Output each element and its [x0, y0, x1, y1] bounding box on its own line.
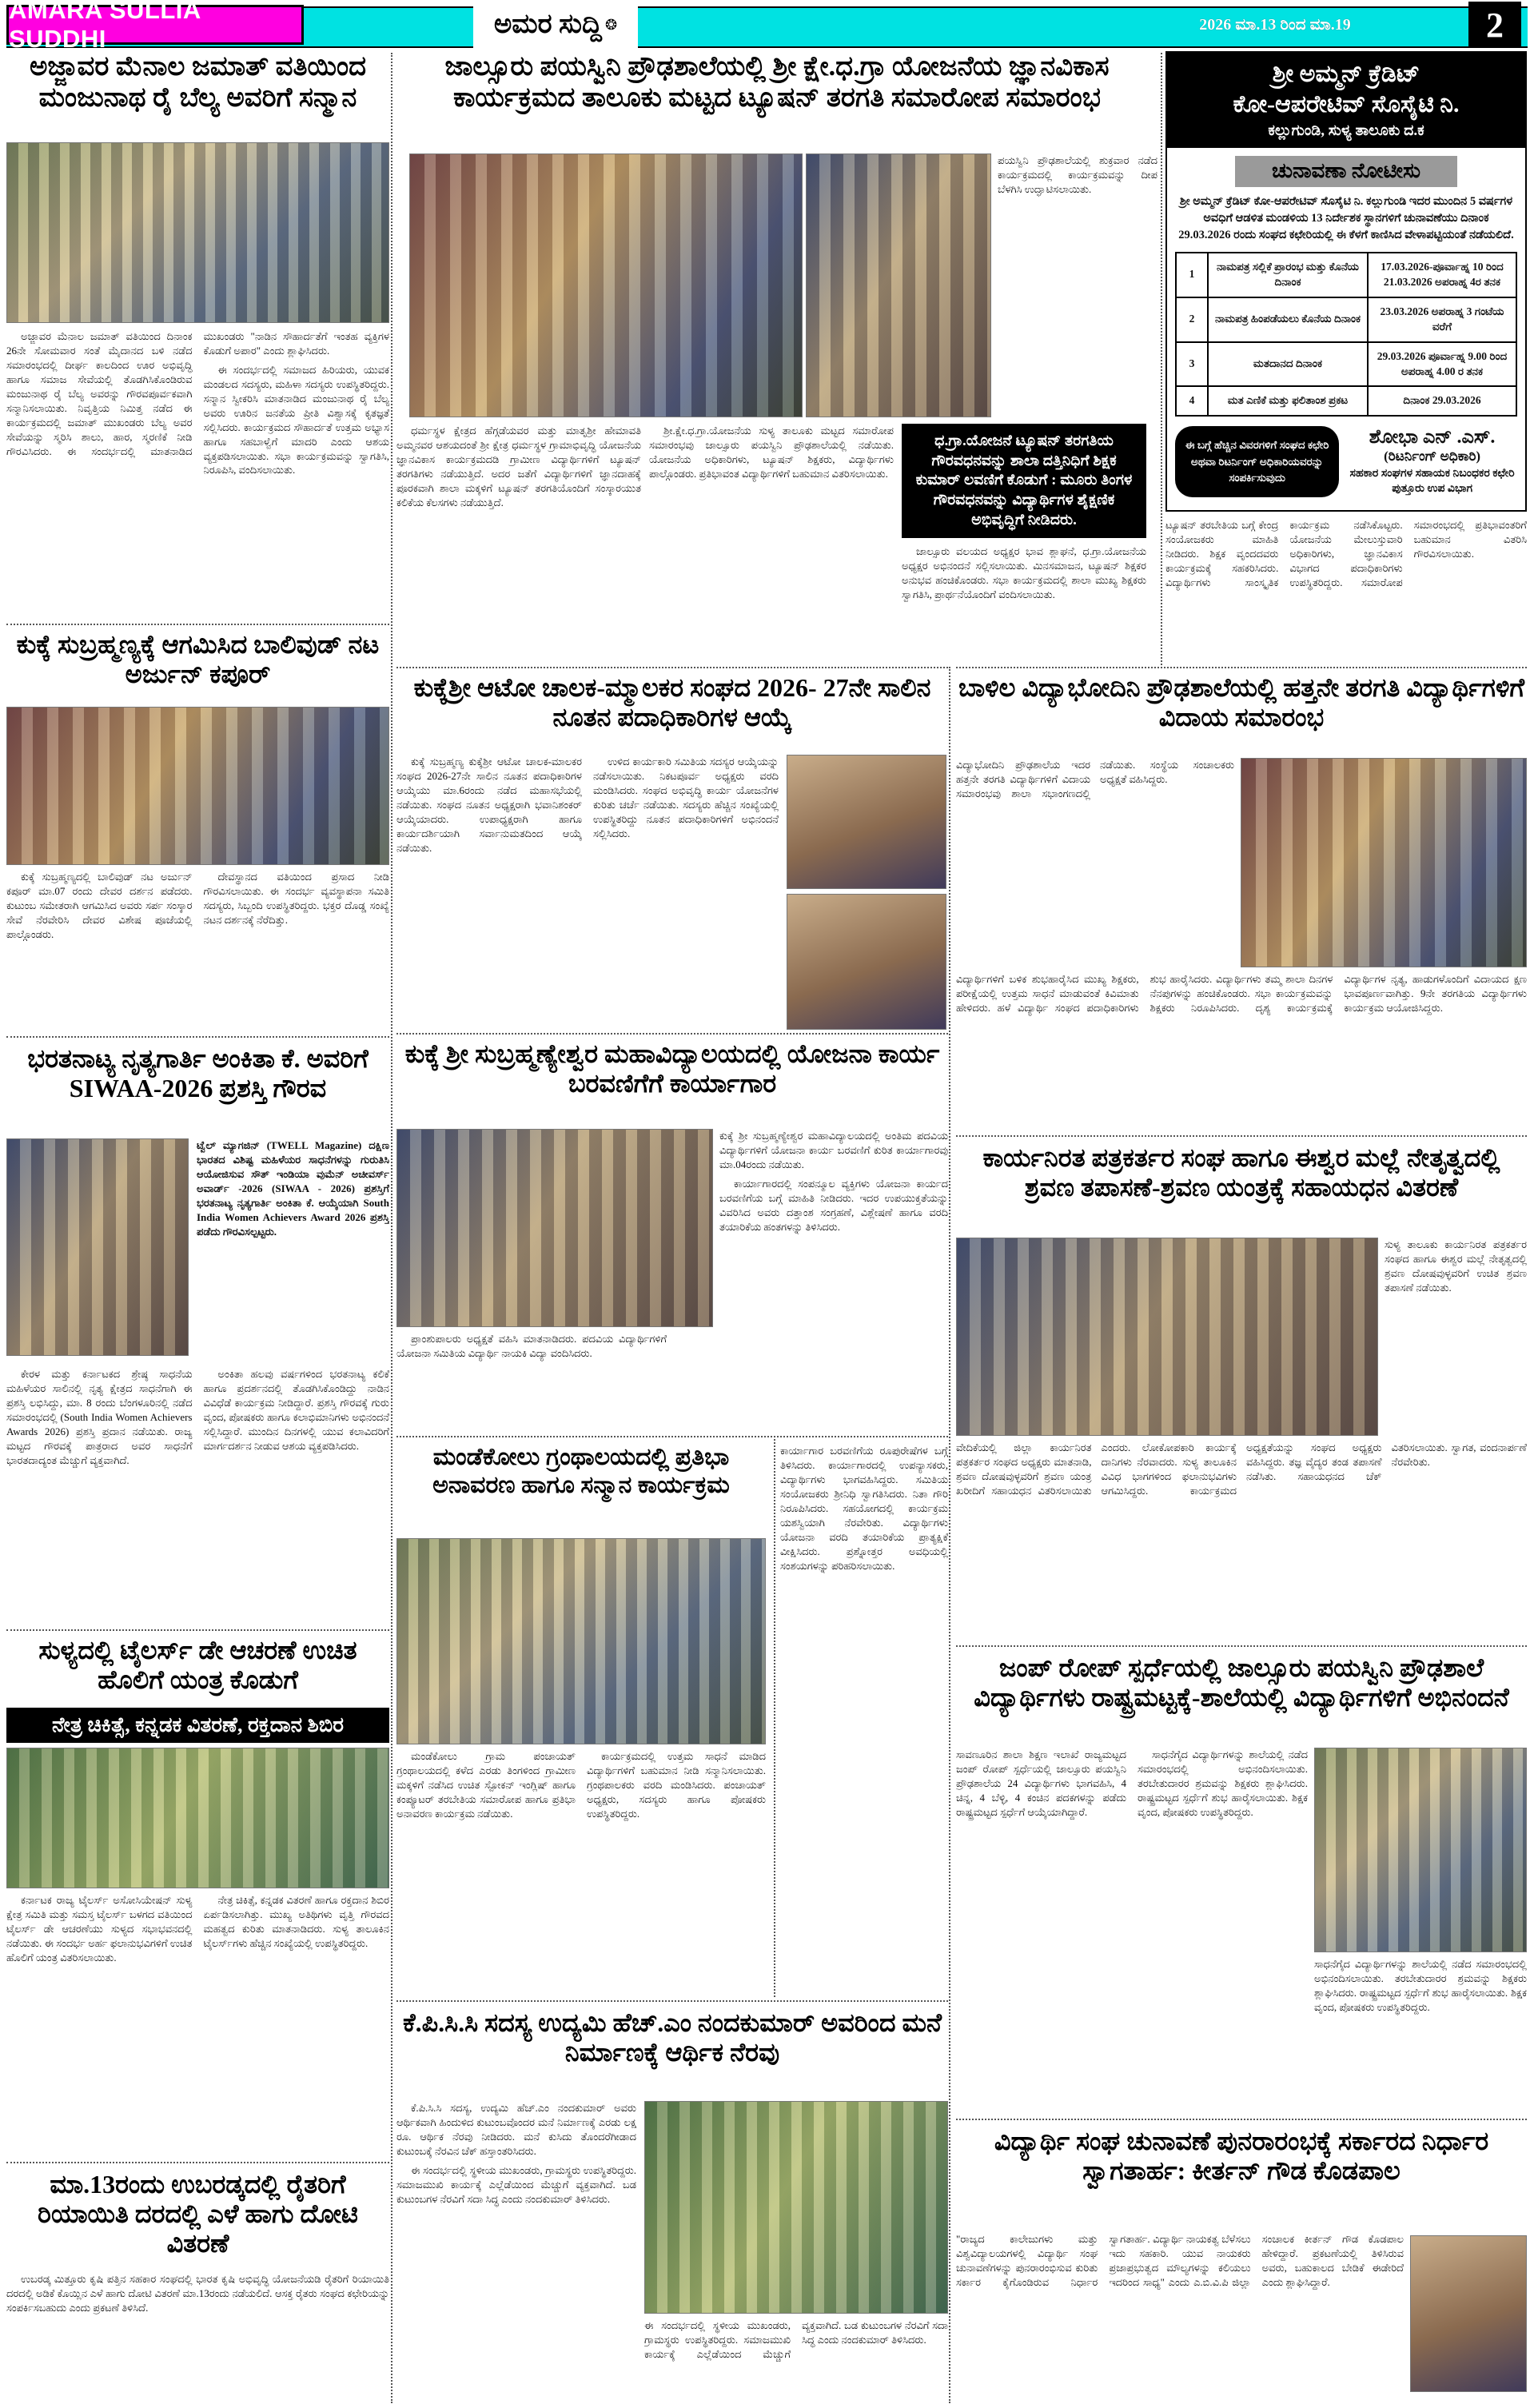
article-c5-p1: ಸಾಧನೆಗೈದ ವಿದ್ಯಾರ್ಥಿಗಳನ್ನು ಶಾಲೆಯಲ್ಲಿ ನಡೆದ ಸಮಾರಂಭದಲ್ಲಿ ಅಭಿನಂದಿಸಲಾಯಿತು. ತರಬೇತುದಾರರ ಶ್ರಮವನ್ನು ಶಿಕ್ಷಕರು ಶ್ಲಾಘಿಸಿದರು. ರಾಷ್ಟ್ರಮಟ್ಟದ ಸ್ಪರ್ಧೆಗೆ ಶುಭ ಹಾರೈಸಲಾಯಿತು. ಶಿಕ್ಷಕ ವೃಂದ, ಪೋಷಕರು ಉಪಸ್ಥಿತರಿದ್ದರು.: [1138, 1748, 1308, 1818]
notice-row-2-item: ನಾಮಪತ್ರ ಹಿಂಪಡೆಯಲು ಕೊನೆಯ ದಿನಾಂಕ: [1208, 297, 1368, 342]
notice-schedule-table: [1175, 252, 1517, 417]
article-c4-p1: ವೇದಿಕೆಯಲ್ಲಿ ಜಿಲ್ಲಾ ಕಾರ್ಯನಿರತ ಪತ್ರಕರ್ತರ ಸಂಘದ ಅಧ್ಯಕ್ಷರು ಮಾತನಾಡಿ, ಶ್ರವಣ ದೋಷವುಳ್ಳವರಿಗೆ ಶ್ರವಣ ಯಂತ್ರ ಖರೀದಿಗೆ ಸಹಾಯಧನ ವಿತರಿಸಲಾಯಿತು ಎಂದರು. ಲೋಕೋಪಕಾರಿ ಕಾರ್ಯಕ್ಕೆ ದಾನಿಗಳು ನೆರವಾದರು. ಸುಳ್ಯ ತಾಲೂಕಿನ ವಿವಿಧ ಭಾಗಗಳಿಂದ ಫಲಾನುಭವಿಗಳು ಆಗಮಿಸಿದ್ದರು. ಕಾರ್ಯಕ್ರಮದ ಅಧ್ಯಕ್ಷತೆಯನ್ನು ಸಂಘದ ಅಧ್ಯಕ್ಷರು ವಹಿಸಿದ್ದರು. ತಜ್ಞ ವೈದ್ಯರ ತಂಡ ತಪಾಸಣೆ ನಡೆಸಿತು. ಸಹಾಯಧನದ ಚೆಕ್ ವಿತರಿಸಲಾಯಿತು. ಸ್ವಾಗತ, ವಂದನಾರ್ಪಣೆ ನೆರವೇರಿತು.: [956, 1441, 1527, 1497]
paper-name-banner: [6, 0, 304, 53]
article-a2-p1: ಕುಕ್ಕೆ ಸುಬ್ರಹ್ಮಣ್ಯದಲ್ಲಿ ಬಾಲಿವುಡ್ ನಟ ಅರ್ಜುನ್ ಕಪೂರ್ ಮಾ.07 ರಂದು ದೇವರ ದರ್ಶನ ಪಡೆದರು. ಕುಟುಂಬ ಸಮೇತರಾಗಿ ಆಗಮಿಸಿದ ಅವರು ಸರ್ಪ ಸಂಸ್ಕಾರ ಸೇವೆ ನೆರವೇರಿಸಿ ದೇವರ ವಿಶೇಷ ಪೂಜೆಯಲ್ಲಿ ಪಾಲ್ಗೊಂಡರು.: [6, 871, 193, 940]
article-a3-p2: ಅಂಕಿತಾ ಹಲವು ವರ್ಷಗಳಿಂದ ಭರತನಾಟ್ಯ ಕಲಿಕೆ ಹಾಗೂ ಪ್ರದರ್ಶನದಲ್ಲಿ ತೊಡಗಿಸಿಕೊಂಡಿದ್ದು ನಾಡಿನ ವಿವಿಧೆಡೆ ಕಾರ್ಯಕ್ರಮ ನೀಡಿದ್ದಾರೆ. ಪ್ರಶಸ್ತಿ ಗೌರವಕ್ಕೆ ಗುರು ವೃಂದ, ಪೋಷಕರು ಹಾಗೂ ಕಲಾಭಿಮಾನಿಗಳು ಅಭಿನಂದನೆ ಸಲ್ಲಿಸಿದ್ದಾರೆ. ಮುಂದಿನ ದಿನಗಳಲ್ಲಿ ಯುವ ಕಲಾವಿದರಿಗೆ ಮಾರ್ಗದರ್ಶನ ನೀಡುವ ಆಶಯ ವ್ಯಕ್ತಪಡಿಸಿದರು.: [203, 1368, 389, 1452]
col-rule-b4-sub: [774, 1439, 775, 1997]
rule-a3: [6, 1036, 389, 1038]
article-b5-photo: [644, 2101, 948, 2314]
article-b1-col2: [649, 424, 894, 664]
article-b2-body: [396, 755, 779, 1030]
article-a4-headline: ಸುಳ್ಯದಲ್ಲಿ ಟೈಲರ್ಸ್ ಡೇ ಆಚರಣೆ ಉಚಿತ ಹೊಲಿಗೆ ಯಂತ್ರ ಕೊಡುಗೆ: [38, 1636, 357, 1695]
article-a3-body: [6, 1367, 389, 1628]
article-b1-col1: [396, 424, 641, 664]
article-b1-body: [396, 424, 1157, 664]
article-b1-photo-right: [806, 153, 991, 417]
article-b3-bottom: [396, 1332, 948, 1433]
notice-org-line2: ಕೋ-ಆಪರೇಟಿವ್ ಸೊಸೈಟಿ ನಿ.: [1233, 90, 1460, 118]
article-b1-p2: ಶ್ರೀ.ಕ್ಷೇ.ಧ.ಗ್ರಾ.ಯೋಜನೆಯ ಸುಳ್ಯ ತಾಲೂಕು ಮಟ್ಟದ ಸಮಾರೋಪ ಸಮಾರಂಭವು ಜಾಲ್ಸೂರು ಪಯಸ್ವಿನಿ ಪ್ರೌಢಶಾಲೆಯಲ್ಲಿ ನಡೆಯಿತು. ಯೋಜನೆಯ ಅಧಿಕಾರಿಗಳು, ಟ್ಯೂಷನ್ ಶಿಕ್ಷಕರು, ವಿದ್ಯಾರ್ಥಿಗಳು ಪಾಲ್ಗೊಂಡರು. ಪ್ರತಿಭಾವಂತ ವಿದ್ಯಾರ್ಥಿಗಳಿಗೆ ಬಹುಮಾನ ವಿತರಿಸಲಾಯಿತು.: [649, 425, 894, 480]
rule-a4: [6, 1629, 389, 1631]
rule-b4: [396, 1436, 948, 1437]
article-b3-cont-text: ಕಾರ್ಯಾಗಾರ ಬರವಣಿಗೆಯ ರೂಪುರೇಷೆಗಳ ಬಗ್ಗೆ ತಿಳಿಸಿದರು. ಕಾರ್ಯಾಗಾರದಲ್ಲಿ ಉಪನ್ಯಾಸಕರು, ವಿದ್ಯಾರ್ಥಿಗಳು ಭಾಗವಹಿಸಿದ್ದರು. ಸಮಿತಿಯ ಸಂಯೋಜಕರು ಶ್ರೀನಿಧಿ ಸ್ವಾಗತಿಸಿದರು. ನಿತಾ ಗೌರಿ ನಿರೂಪಿಸಿದರು. ಸಹಯೋಗದಲ್ಲಿ ಕಾರ್ಯಕ್ರಮ ಯಶಸ್ವಿಯಾಗಿ ನೆರವೇರಿತು. ವಿದ್ಯಾರ್ಥಿಗಳು ಯೋಜನಾ ವರದಿ ತಯಾರಿಕೆಯ ಪ್ರಾತ್ಯಕ್ಷಿಕೆ ವೀಕ್ಷಿಸಿದರು. ಪ್ರಶ್ನೋತ್ತರ ಅವಧಿಯಲ್ಲಿ ಸಂಶಯಗಳನ್ನು ಪರಿಹರಿಸಲಾಯಿತು.: [780, 1445, 948, 1572]
article-b3-p1: ಕಾರ್ಯಾಗಾರದಲ್ಲಿ ಸಂಪನ್ಮೂಲ ವ್ಯಕ್ತಿಗಳು ಯೋಜನಾ ಕಾರ್ಯದ ಬರವಣಿಗೆಯ ಬಗ್ಗೆ ಮಾಹಿತಿ ನೀಡಿದರು. ಇದರ ಉಪಯುಕ್ತತೆಯನ್ನು ವಿವರಿಸಿದ ಅವರು ದತ್ತಾಂಶ ಸಂಗ್ರಹಣೆ, ವಿಶ್ಲೇಷಣೆ ಹಾಗೂ ವರದಿ ತಯಾರಿಕೆಯ ಹಂತಗಳನ್ನು ತಿಳಿಸಿದರು.: [719, 1177, 948, 1233]
article-c3-headline: ಬಾಳಿಲ ವಿದ್ಯಾಭೋದಿನಿ ಪ್ರೌಢಶಾಲೆಯಲ್ಲಿ ಹತ್ತನೇ ತರಗತಿ ವಿದ್ಯಾರ್ಥಿಗಳಿಗೆ ವಿದಾಯ ಸಮಾರಂಭ: [958, 673, 1524, 732]
notice-row-1-value: 17.03.2026-ಪೂರ್ವಾಹ್ನ 10 ರಿಂದ 21.03.2026 ಅಪರಾಹ್ನ 4ರ ತನಕ: [1368, 253, 1516, 297]
rule-c5: [956, 1645, 1527, 1647]
article-b3-photo: [396, 1129, 713, 1327]
notice-row-4: [1176, 386, 1516, 416]
paper-name: AMARA SULLIA SUDDHI: [9, 0, 201, 53]
notice-row-1: [1176, 253, 1516, 297]
article-c4-photo: [956, 1238, 1378, 1436]
article-b2-p1: ಕುಕ್ಕೆ ಸುಬ್ರಹ್ಮಣ್ಯ ಕುಕ್ಕೆಶ್ರೀ ಆಟೋ ಚಾಲಕ-ಮಾಲಕರ ಸಂಘದ 2026-27ನೇ ಸಾಲಿನ ನೂತನ ಪದಾಧಿಕಾರಿಗಳ ಆಯ್ಕೆಯು ಮಾ.6ರಂದು ನಡೆದ ಮಹಾಸಭೆಯಲ್ಲಿ ನಡೆಯಿತು. ಸಂಘದ ನೂತನ ಅಧ್ಯಕ್ಷರಾಗಿ ಭವಾನಿಶಂಕರ್ ಆಯ್ಕೆಯಾದರು. ಉಪಾಧ್ಯಕ್ಷರಾಗಿ ಹಾಗೂ ಕಾರ್ಯದರ್ಶಿಯಾಗಿ ಸರ್ವಾನುಮತದಿಂದ ಆಯ್ಕೆ ನಡೆಯಿತು.: [396, 755, 582, 854]
notice-signatory: [1347, 427, 1517, 497]
article-b1-cont-text: ಟ್ಯೂಷನ್ ತರಬೇತಿಯ ಬಗ್ಗೆ ಕೇಂದ್ರ ಸಂಯೋಜಕರು ಮಾಹಿತಿ ನೀಡಿದರು. ಶಿಕ್ಷಕ ವೃಂದದವರು ಕಾರ್ಯಕ್ರಮಕ್ಕೆ ಸಹಕರಿಸಿದರು. ವಿದ್ಯಾರ್ಥಿಗಳು ಸಾಂಸ್ಕೃತಿಕ ಕಾರ್ಯಕ್ರಮ ನಡೆಸಿಕೊಟ್ಟರು. ಯೋಜನೆಯ ಮೇಲುಸ್ತುವಾರಿ ಅಧಿಕಾರಿಗಳು, ಜ್ಞಾನವಿಕಾಸ ವಿಭಾಗದ ಪದಾಧಿಕಾರಿಗಳು ಉಪಸ್ಥಿತರಿದ್ದರು. ಸಮಾರೋಪ ಸಮಾರಂಭದಲ್ಲಿ ಪ್ರತಿಭಾವಂತರಿಗೆ ಬಹುಮಾನ ವಿತರಿಸಿ ಗೌರವಿಸಲಾಯಿತು.: [1165, 519, 1527, 588]
notice-org-line3: ಕಲ್ಲುಗುಂಡಿ, ಸುಳ್ಯ ತಾಲೂಕು ದ.ಕ: [1268, 122, 1424, 139]
article-a2-p2: ದೇವಸ್ಥಾನದ ವತಿಯಿಂದ ಪ್ರಸಾದ ನೀಡಿ ಗೌರವಿಸಲಾಯಿತು. ಈ ಸಂದರ್ಭ ವ್ಯವಸ್ಥಾಪನಾ ಸಮಿತಿ ಸದಸ್ಯರು, ಸಿಬ್ಬಂದಿ ಉಪಸ್ಥಿತರಿದ್ದರು. ಭಕ್ತರ ದೊಡ್ಡ ಸಂಖ್ಯೆ ನಟನ ದರ್ಶನಕ್ಕೆ ನೆರೆದಿತ್ತು.: [203, 871, 389, 926]
article-c3-left: [956, 758, 1234, 967]
masthead-emblem-icon: ❂: [605, 16, 618, 33]
article-b4-body: [396, 1749, 766, 1997]
notice-row-2-value: 23.03.2026 ಅಪರಾಹ್ನ 3 ಗಂಟೆಯ ವರೆಗೆ: [1368, 297, 1516, 342]
article-b5-below-photo: [644, 2318, 948, 2400]
notice-row-3-item: ಮತದಾನದ ದಿನಾಂಕ: [1208, 342, 1368, 387]
article-b2-portrait-1: [787, 755, 946, 889]
election-notice-ad: [1165, 51, 1527, 512]
notice-sign-role: (ರಿಟರ್ನಿಂಗ್ ಅಧಿಕಾರಿ): [1384, 448, 1481, 464]
rule-c3: [956, 667, 1527, 668]
article-a2-body: [6, 870, 389, 1033]
article-a1-p2: ಈ ಸಂದರ್ಭದಲ್ಲಿ ಸಮಾಜದ ಹಿರಿಯರು, ಯುವಕ ಮಂಡಲದ ಸದಸ್ಯರು, ಮಹಿಳಾ ಸದಸ್ಯರು ಉಪಸ್ಥಿತರಿದ್ದರು. ಸನ್ಮಾನ ಸ್ವೀಕರಿಸಿ ಮಾತನಾಡಿದ ಮಂಜುನಾಥ ರೈ ಬೆಲ್ಯ ಅವರು ಊರಿನ ಜನತೆಯ ಪ್ರೀತಿ ವಿಶ್ವಾಸಕ್ಕೆ ಕೃತಜ್ಞತೆ ಸಲ್ಲಿಸಿದರು. ಕಾರ್ಯಕ್ರಮದ ಸೌಹಾರ್ದತೆ ಉತ್ತಮ ಅಭ್ಯಾಸ ಹಾಗೂ ಸಹಬಾಳ್ವೆಗೆ ಮಾದರಿ ಎಂದು ಆಶಯ ವ್ಯಕ್ತಪಡಿಸಲಾಯಿತು. ಸಭಾ ಕಾರ್ಯಕ್ರಮವನ್ನು ಸ್ವಾಗತಿಸಿ, ನಿರೂಪಿಸಿ, ವಂದಿಸಲಾಯಿತು.: [203, 363, 389, 476]
article-a1-body: [6, 329, 389, 620]
article-c4-headline: ಕಾರ್ಯನಿರತ ಪತ್ರಕರ್ತರ ಸಂಘ ಹಾಗೂ ಈಶ್ವರ ಮಲ್ಲೆ ನೇತೃತ್ವದಲ್ಲಿ ಶ್ರವಣ ತಪಾಸಣೆ-ಶ್ರವಣ ಯಂತ್ರಕ್ಕೆ ಸಹಾಯಧನ ವಿತರಣೆ: [982, 1143, 1500, 1202]
article-a5-headline: ಮಾ.13ರಂದು ಉಬರಡ್ಕದಲ್ಲಿ ರೈತರಿಗೆ ರಿಯಾಯಿತಿ ದರದಲ್ಲಿ ಎಳೆ ಹಾಗು ದೋಟಿ ವಿತರಣೆ: [38, 2170, 358, 2258]
article-c6-headline: ವಿದ್ಯಾರ್ಥಿ ಸಂಘ ಚುನಾವಣೆ ಪುನರಾರಂಭಕ್ಕೆ ಸರ್ಕಾರದ ನಿರ್ಧಾರ ಸ್ವಾಗತಾರ್ಹ: ಕೀರ್ತನ್ ಗೌಡ ಕೊಡಪಾಲ: [994, 2127, 1489, 2186]
article-c5-headline: ಜಂಪ್ ರೋಪ್ ಸ್ಪರ್ಧೆಯಲ್ಲಿ ಜಾಲ್ಸೂರು ಪಯಸ್ವಿನಿ ಪ್ರೌಢಶಾಲೆ ವಿದ್ಯಾರ್ಥಿಗಳು ರಾಷ್ಟ್ರಮಟ್ಟಕ್ಕೆ-ಶಾಲೆಯಲ್ಲಿ ವಿದ್ಯಾರ್ಥಿಗಳಿಗೆ ಅಭಿನಂದನೆ: [974, 1653, 1509, 1712]
article-a3-photo: [6, 1138, 189, 1356]
article-b2-p2: ಉಳಿದ ಕಾರ್ಯಕಾರಿ ಸಮಿತಿಯ ಸದಸ್ಯರ ಆಯ್ಕೆಯನ್ನು ನಡೆಸಲಾಯಿತು. ನಿಕಟಪೂರ್ವ ಅಧ್ಯಕ್ಷರು ವರದಿ ಮಂಡಿಸಿದರು. ಸಂಘದ ಅಭಿವೃದ್ಧಿ ಕಾರ್ಯ ಯೋಜನೆಗಳ ಕುರಿತು ಚರ್ಚೆ ನಡೆಯಿತು. ಸದಸ್ಯರು ಹೆಚ್ಚಿನ ಸಂಖ್ಯೆಯಲ್ಲಿ ಉಪಸ್ಥಿತರಿದ್ದು ನೂತನ ಪದಾಧಿಕಾರಿಗಳಿಗೆ ಅಭಿನಂದನೆ ಸಲ್ಲಿಸಿದರು.: [593, 755, 779, 839]
article-c3-body: [956, 972, 1527, 1132]
article-c3-p1: ವಿದ್ಯಾರ್ಥಿಗಳಿಗೆ ಬಳಿಕ ಶುಭಹಾರೈಸಿದ ಮುಖ್ಯ ಶಿಕ್ಷಕರು, ಪರೀಕ್ಷೆಯಲ್ಲಿ ಉತ್ತಮ ಸಾಧನೆ ಮಾಡುವಂತೆ ಕಿವಿಮಾತು ಹೇಳಿದರು. ಹಳೆ ವಿದ್ಯಾರ್ಥಿ ಸಂಘದ ಪದಾಧಿಕಾರಿಗಳು ಶುಭ ಹಾರೈಸಿದರು. ವಿದ್ಯಾರ್ಥಿಗಳು ತಮ್ಮ ಶಾಲಾ ದಿನಗಳ ನೆನಪುಗಳನ್ನು ಹಂಚಿಕೊಂಡರು. ಸಭಾ ಕಾರ್ಯಕ್ರಮವನ್ನು ಶಿಕ್ಷಕರು ನಿರೂಪಿಸಿದರು. ದೃಶ್ಯ ಕಾರ್ಯಕ್ರಮಕ್ಕೆ ವಿದ್ಯಾರ್ಥಿಗಳ ನೃತ್ಯ, ಹಾಡುಗಳೊಂದಿಗೆ ವಿದಾಯದ ಕ್ಷಣ ಭಾವಪೂರ್ಣವಾಗಿತ್ತು. 9ನೇ ತರಗತಿಯ ವಿದ್ಯಾರ್ಥಿಗಳು ಕಾರ್ಯಕ್ರಮ ಆಯೋಜಿಸಿದ್ದರು.: [956, 973, 1527, 1014]
article-b3-headline: ಕುಕ್ಕೆ ಶ್ರೀ ಸುಬ್ರಹ್ಮಣ್ಯೇಶ್ವರ ಮಹಾವಿದ್ಯಾಲಯದಲ್ಲಿ ಯೋಜನಾ ಕಾರ್ಯ ಬರವಣಿಗೆಗೆ ಕಾರ್ಯಾಗಾರ: [404, 1039, 940, 1098]
notice-row-4-value: ದಿನಾಂಕ 29.03.2026: [1368, 386, 1516, 416]
col-rule-a-b: [391, 53, 392, 2403]
page-number: 2: [1486, 5, 1504, 45]
article-a5-body: [6, 2272, 389, 2403]
article-b2-row: [396, 755, 948, 1030]
col-rule-b1-notice: [1161, 53, 1162, 665]
rule-c4: [956, 1135, 1527, 1137]
article-c5-below-text: ಸಾಧನೆಗೈದ ವಿದ್ಯಾರ್ಥಿಗಳನ್ನು ಶಾಲೆಯಲ್ಲಿ ನಡೆದ ಸಮಾರಂಭದಲ್ಲಿ ಅಭಿನಂದಿಸಲಾಯಿತು. ತರಬೇತುದಾರರ ಶ್ರಮವನ್ನು ಶಿಕ್ಷಕರು ಶ್ಲಾಘಿಸಿದರು. ರಾಷ್ಟ್ರಮಟ್ಟದ ಸ್ಪರ್ಧೆಗೆ ಶುಭ ಹಾರೈಸಲಾಯಿತು. ಶಿಕ್ಷಕ ವೃಂದ, ಪೋಷಕರು ಉಪಸ್ಥಿತರಿದ್ದರು.: [1314, 1958, 1527, 2013]
notice-title: ಚುನಾವಣಾ ನೋಟೀಸು: [1235, 156, 1457, 187]
masthead-patch: [473, 0, 638, 50]
article-c5-below-photo: [1314, 1957, 1527, 2115]
article-a4-p1: ಕರ್ನಾಟಕ ರಾಜ್ಯ ಟೈಲರ್ಸ್ ಅಸೋಸಿಯೇಷನ್ ಸುಳ್ಯ ಕ್ಷೇತ್ರ ಸಮಿತಿ ಮತ್ತು ಸಮಸ್ತ ಟೈಲರ್ಸ್ ಬಳಗದ ವತಿಯಿಂದ ಟೈಲರ್ಸ್ ಡೇ ಆಚರಣೆಯು ಸುಳ್ಯದ ಸಭಾಭವನದಲ್ಲಿ ನಡೆಯಿತು. ಈ ಸಂದರ್ಭ ಅರ್ಹ ಫಲಾನುಭವಿಗಳಿಗೆ ಉಚಿತ ಹೊಲಿಗೆ ಯಂತ್ರ ವಿತರಿಸಲಾಯಿತು.: [6, 1894, 193, 1963]
article-b1-side-text: ಪಯಸ್ವಿನಿ ಪ್ರೌಢಶಾಲೆಯಲ್ಲಿ ಶುಕ್ರವಾರ ನಡೆದ ಕಾರ್ಯಕ್ರಮದಲ್ಲಿ ಕಾರ್ಯಕ್ರಮವನ್ನು ದೀಪ ಬೆಳಗಿಸಿ ಉದ್ಘಾಟಿಸಲಾಯಿತು.: [998, 154, 1157, 195]
article-a3-lead: ಟ್ವೆಲ್ ಮ್ಯಾಗಜಿನ್ (TWELL Magazine) ದಕ್ಷಿಣ ಭಾರತದ ವಿಶಿಷ್ಟ ಮಹಿಳೆಯರ ಸಾಧನೆಗಳನ್ನು ಗುರುತಿಸಿ ಆಯೋಜಿಸುವ ಸೌತ್ ಇಂಡಿಯಾ ವುಮೆನ್ ಅಚೀವರ್ಸ್ ಅವಾರ್ಡ್ -2026 (SIWAA - 2026) ಪ್ರಶಸ್ತಿಗೆ ಭರತನಾಟ್ಯ ನೃತ್ಯಗಾರ್ತಿ ಅಂಕಿತಾ ಕೆ. ಆಯ್ಕೆಯಾಗಿ South India Women Achievers Award 2026 ಪ್ರಶಸ್ತಿ ಪಡೆದು ಗೌರವಿಸಲ್ಪಟ್ಟರು.: [197, 1139, 389, 1238]
notice-row-2-no: 2: [1176, 297, 1208, 342]
rule-b5: [396, 2000, 948, 2002]
notice-row-4-no: 4: [1176, 386, 1208, 416]
article-c6-portrait: [1410, 2235, 1527, 2392]
notice-row-1-no: 1: [1176, 253, 1208, 297]
masthead-title: ಅಮರ ಸುದ್ದಿ: [493, 10, 603, 39]
article-a4-subhead: ನೇತ್ರ ಚಿಕಿತ್ಸೆ, ಕನ್ನಡಕ ವಿತರಣೆ, ರಕ್ತದಾನ ಶಿಬಿರ: [51, 1712, 345, 1736]
article-a4-body: [6, 1893, 389, 2159]
notice-sign-office: ಸಹಕಾರ ಸಂಘಗಳ ಸಹಾಯಕ ನಿಬಂಧಕರ ಕಛೇರಿ ಪುತ್ತೂರು ಉಪ ವಿಭಾಗ: [1349, 467, 1515, 496]
article-b5-row: [396, 2101, 948, 2403]
notice-row-1-item: ನಾಮಪತ್ರ ಸಲ್ಲಿಕೆ ಪ್ರಾರಂಭ ಮತ್ತು ಕೊನೆಯ ದಿನಾಂಕ: [1208, 253, 1368, 297]
article-b3-side-text: ಕುಕ್ಕೆ ಶ್ರೀ ಸುಬ್ರಹ್ಮಣ್ಯೇಶ್ವರ ಮಹಾವಿದ್ಯಾಲಯದಲ್ಲಿ ಅಂತಿಮ ಪದವಿಯ ವಿದ್ಯಾರ್ಥಿಗಳಿಗೆ ಯೋಜನಾ ಕಾರ್ಯ ಬರವಣಿಗೆ ಕುರಿತ ಕಾರ್ಯಾಗಾರವು ಮಾ.04ರಂದು ನಡೆಯಿತು.: [719, 1130, 948, 1170]
article-b5-below-text: ಈ ಸಂದರ್ಭದಲ್ಲಿ ಸ್ಥಳೀಯ ಮುಖಂಡರು, ಗ್ರಾಮಸ್ಥರು ಉಪಸ್ಥಿತರಿದ್ದರು. ಸಮಾಜಮುಖಿ ಕಾರ್ಯಕ್ಕೆ ಎಲ್ಲೆಡೆಯಿಂದ ಮೆಚ್ಚುಗೆ ವ್ಯಕ್ತವಾಗಿದೆ. ಬಡ ಕುಟುಂಬಗಳ ನೆರವಿಗೆ ಸದಾ ಸಿದ್ಧ ಎಂದು ನಂದಕುಮಾರ್ ತಿಳಿಸಿದರು.: [644, 2319, 948, 2360]
article-c4-side-text: ಸುಳ್ಯ ತಾಲೂಕು ಕಾರ್ಯನಿರತ ಪತ್ರಕರ್ತರ ಸಂಘದ ಹಾಗೂ ಈಶ್ವರ ಮಲ್ಲೆ ನೇತೃತ್ವದಲ್ಲಿ ಶ್ರವಣ ದೋಷವುಳ್ಳವರಿಗೆ ಉಚಿತ ಶ್ರವಣ ತಪಾಸಣೆ ನಡೆಯಿತು.: [1385, 1238, 1527, 1294]
article-c4-body: [956, 1441, 1527, 1642]
article-a1-p1: ಅಜ್ಜಾವರ ಮೆನಾಲ ಜಮಾತ್ ವತಿಯಿಂದ ದಿನಾಂಕ 26ನೇ ಸೋಮವಾರ ಸಂತೆ ಮೈದಾನದ ಬಳಿ ನಡೆದ ಸಮಾರಂಭದಲ್ಲಿ ದೀರ್ಘ ಕಾಲದಿಂದ ಊರ ಅಭಿವೃದ್ಧಿ ಹಾಗೂ ಸಮಾಜ ಸೇವೆಯಲ್ಲಿ ತೊಡಗಿಸಿಕೊಂಡಿರುವ ಮಂಜುನಾಥ ರೈ ಬೆಲ್ಯ ಅವರನ್ನು ಗೌರವಪೂರ್ವಕವಾಗಿ ಸನ್ಮಾನಿಸಲಾಯಿತು. ನಿವೃತ್ತಿಯ ನಿಮಿತ್ತ ನಡೆದ ಈ ಕಾರ್ಯಕ್ರಮದಲ್ಲಿ ಜಮಾತ್ ಮುಖಂಡರು ಬೆಲ್ಯ ಅವರ ಸೇವೆಯನ್ನು ಸ್ಮರಿಸಿ ಶಾಲು, ಹಾರ, ಸ್ಮರಣಿಕೆ ನೀಡಿ ಗೌರವಿಸಿದರು. ಈ ಸಂದರ್ಭದಲ್ಲಿ ಮಾತನಾಡಿದ ಮುಖಂಡರು "ನಾಡಿನ ಸೌಹಾರ್ದತೆಗೆ ಇಂತಹ ವ್ಯಕ್ತಿಗಳ ಕೊಡುಗೆ ಅಪಾರ" ಎಂದು ಶ್ಲಾಘಿಸಿದರು.: [6, 330, 389, 457]
article-b4-photo: [396, 1538, 766, 1744]
rule-b2: [396, 667, 948, 668]
article-b5-right: [644, 2101, 948, 2403]
col-rule-b-c: [949, 667, 950, 2403]
article-a2-headline: ಕುಕ್ಕೆ ಸುಬ್ರಹ್ಮಣ್ಯಕ್ಕೆ ಆಗಮಿಸಿದ ಬಾಲಿವುಡ್ ನಟ ಅರ್ಜುನ್ ಕಪೂರ್: [16, 630, 380, 689]
article-b3-side: [719, 1129, 948, 1327]
article-b1-continuation: [1165, 518, 1527, 662]
article-c3-left-text: ವಿದ್ಯಾಭೋದಿನಿ ಪ್ರೌಢಶಾಲೆಯ ಇದರ ಹತ್ತನೇ ತರಗತಿ ವಿದ್ಯಾರ್ಥಿಗಳಿಗೆ ವಿದಾಯ ಸಮಾರಂಭವು ಶಾಲಾ ಸಭಾಂಗಣದಲ್ಲಿ ನಡೆಯಿತು. ಸಂಸ್ಥೆಯ ಸಂಚಾಲಕರು ಅಧ್ಯಕ್ಷತೆ ವಹಿಸಿದ್ದರು.: [956, 759, 1234, 799]
page-header: [0, 0, 1534, 53]
notice-row-3-no: 3: [1176, 342, 1208, 387]
article-b4-headline: ಮಂಡೆಕೋಲು ಗ್ರಂಥಾಲಯದಲ್ಲಿ ಪ್ರತಿಭಾ ಅನಾವರಣ ಹಾಗೂ ಸನ್ಮಾನ ಕಾರ್ಯಕ್ರಮ: [432, 1444, 730, 1498]
article-b3-p2: ಪ್ರಾಂಶುಪಾಲರು ಅಧ್ಯಕ್ಷತೆ ವಹಿಸಿ ಮಾತನಾಡಿದರು. ಪದವಿಯ ವಿದ್ಯಾರ್ಥಿಗಳಿಗೆ ಯೋಜನಾ ಸಮಿತಿಯ ವಿದ್ಯಾರ್ಥಿ ನಾಯಕಿ ವಿದ್ಯಾ ವಂದಿಸಿದರು.: [396, 1333, 667, 1359]
article-b1-p1: ಧರ್ಮಸ್ಥಳ ಕ್ಷೇತ್ರದ ಹೆಗ್ಗಡೆಯವರ ಮತ್ತು ಮಾತೃಶ್ರೀ ಹೇಮಾವತಿ ಅಮ್ಮನವರ ಆಶಯದಂತೆ ಶ್ರೀ ಕ್ಷೇತ್ರ ಧರ್ಮಸ್ಥಳ ಗ್ರಾಮಾಭಿವೃದ್ಧಿ ಯೋಜನೆಯ ಜ್ಞಾನವಿಕಾಸ ಕಾರ್ಯಕ್ರಮದಡಿ ಗ್ರಾಮೀಣ ವಿದ್ಯಾರ್ಥಿಗಳಿಗೆ ಟ್ಯೂಷನ್ ತರಗತಿಗಳು ನಡೆಯುತ್ತಿದೆ. ಅದರ ಜತೆಗೆ ವಿದ್ಯಾರ್ಥಿಗಳಿಗೆ ಜ್ಞಾನದಾಹಕ್ಕೆ ಪೂರಕವಾಗಿ ಶಾಲಾ ಮಕ್ಕಳಿಗೆ ಟ್ಯೂಷನ್ ತರಗತಿಯೊಂದಿಗೆ ಸಂಸ್ಕಾರಯುತ ಕಲಿಕೆಯ ಕೆಲಸಗಳು ನಡೆಯುತ್ತಿದೆ.: [396, 425, 641, 508]
article-a4-subhead-bar: [6, 1708, 389, 1743]
page-number-box: [1468, 2, 1521, 48]
article-b5-left: [396, 2101, 636, 2403]
article-b4-p2: ಕಾರ್ಯಕ್ರಮದಲ್ಲಿ ಉತ್ತಮ ಸಾಧನೆ ಮಾಡಿದ ವಿದ್ಯಾರ್ಥಿಗಳಿಗೆ ಬಹುಮಾನ ನೀಡಿ ಸನ್ಮಾನಿಸಲಾಯಿತು. ಗ್ರಂಥಪಾಲಕರು ವರದಿ ಮಂಡಿಸಿದರು. ಪಂಚಾಯತ್ ಅಧ್ಯಕ್ಷರು, ಸದಸ್ಯರು ಹಾಗೂ ಪೋಷಕರು ಉಪಸ್ಥಿತರಿದ್ದರು.: [587, 1750, 766, 1820]
rule-b3: [396, 1033, 948, 1035]
notice-row-3: [1176, 342, 1516, 387]
article-b3-continuation: [780, 1444, 948, 1997]
article-b1-inset-box: ಧ.ಗ್ರಾ.ಯೋಜನೆ ಟ್ಯೂಷನ್ ತರಗತಿಯ ಗೌರವಧನವನ್ನು ಶಾಲಾ ದತ್ತಿನಿಧಿಗೆ ಶಿಕ್ಷಕ ಕುಮಾರ್ ಲವಣಿಗೆ ಕೊಡುಗೆ : ಮೂರು ತಿಂಗಳ ಗೌರವಧನವನ್ನು ವಿದ್ಯಾರ್ಥಿಗಳ ಶೈಕ್ಷಣಿಕ ಅಭಿವೃದ್ಧಿಗೆ ನೀಡಿದರು.: [902, 424, 1146, 538]
article-c5-left: [956, 1748, 1308, 2115]
article-b1-headline: ಜಾಲ್ಸೂರು ಪಯಸ್ವಿನಿ ಪ್ರೌಢಶಾಲೆಯಲ್ಲಿ ಶ್ರೀ ಕ್ಷೇ.ಧ.ಗ್ರಾ ಯೋಜನೆಯ ಜ್ಞಾನವಿಕಾಸ ಕಾರ್ಯಕ್ರಮದ ತಾಲೂಕು ಮಟ್ಟದ ಟ್ಯೂಷನ್ ತರಗತಿ ಸಮಾರೋಪ ಸಮಾರಂಭ: [444, 52, 1110, 114]
article-a4-photo: [6, 1748, 389, 1888]
article-b2-headline: ಕುಕ್ಕೆಶ್ರೀ ಆಟೋ ಚಾಲಕ-ಮ್ಮಾಲಕರ ಸಂಘದ 2026- 27ನೇ ಸಾಲಿನ ನೂತನ ಪದಾಧಿಕಾರಿಗಳ ಆಯ್ಕೆ: [413, 673, 931, 732]
notice-org-line1: ಶ್ರೀ ಅಮ್ಮನ್ ಕ್ರೆಡಿಟ್: [1272, 61, 1420, 87]
article-b1-p3: ಜಾಲ್ಸೂರು ವಲಯದ ಅಧ್ಯಕ್ಷರ ಭಾವ ಶ್ಲಾಘನೆ, ಧ.ಗ್ರಾ.ಯೋಜನೆಯ ಅಧ್ಯಕ್ಷರ ಅಭಿನಂದನೆ ಸಲ್ಲಿಸಲಾಯಿತು. ಮಿನಸಮಾಜನ, ಟ್ಯೂಷನ್ ಶಿಕ್ಷಕರ ಅನುಭವ ಹಂಚಿಕೊಂಡರು. ಸಭಾ ಕಾರ್ಯಕ್ರಮದಲ್ಲಿ ಶಾಲಾ ಮುಖ್ಯ ಶಿಕ್ಷಕರು ಸ್ವಾಗತಿಸಿ, ಪ್ರಾರ್ಥನೆಯೊಂದಿಗೆ ವಂದಿಸಲಾಯಿತು.: [902, 545, 1146, 601]
rule-a5: [6, 2162, 389, 2163]
article-c6-body: [956, 2232, 1404, 2403]
article-a2-photo: [6, 707, 389, 865]
article-b1-photo-left: [409, 153, 803, 417]
article-a3-headline: ಭರತನಾಟ್ಯ ನೃತ್ಯಗಾರ್ತಿ ಅಂಕಿತಾ ಕೆ. ಅವರಿಗೆ SIWAA-2026 ಪ್ರಶಸ್ತಿ ಗೌರವ: [27, 1044, 369, 1103]
date-range: 2026 ಮಾ.13 ರಿಂದ ಮಾ.19: [1199, 16, 1351, 34]
notice-footer: [1167, 423, 1525, 505]
article-b5-headline: ಕೆ.ಪಿ.ಸಿ.ಸಿ ಸದಸ್ಯ ಉದ್ಯಮಿ ಹೆಚ್.ಎಂ ನಂದಕುಮಾರ್ ಅವರಿಂದ ಮನೆ ನಿರ್ಮಾಣಕ್ಕೆ ಆರ್ಥಿಕ ನೆರವು: [402, 2008, 942, 2067]
article-a1-photo: [6, 142, 389, 323]
notice-row-4-item: ಮತ ಎಣಿಕೆ ಮತ್ತು ಫಲಿತಾಂಶ ಪ್ರಕಟ: [1208, 386, 1368, 416]
article-b1-col3: [902, 424, 1146, 664]
article-b2-photos: [787, 755, 946, 1030]
article-c3-photo: [1241, 758, 1527, 967]
article-a4-p2: ನೇತ್ರ ಚಿಕಿತ್ಸೆ, ಕನ್ನಡಕ ವಿತರಣೆ ಹಾಗೂ ರಕ್ತದಾನ ಶಿಬಿರ ಏರ್ಪಡಿಸಲಾಗಿತ್ತು. ಮುಖ್ಯ ಅತಿಥಿಗಳು ವೃತ್ತಿ ಗೌರವದ ಮಹತ್ವದ ಕುರಿತು ಮಾತನಾಡಿದರು. ಸುಳ್ಯ ತಾಲೂಕಿನ ಟೈಲರ್ಸ್‌ಗಳು ಹೆಚ್ಚಿನ ಸಂಖ್ಯೆಯಲ್ಲಿ ಉಪಸ್ಥಿತರಿದ್ದರು.: [203, 1894, 389, 1949]
article-b1-side-col: [998, 153, 1157, 417]
notice-org-header: [1167, 53, 1525, 148]
article-a1-headline: ಅಜ್ಜಾವರ ಮೆನಾಲ ಜಮಾತ್ ವತಿಯಿಂದ ಮಂಜುನಾಥ ರೈ ಬೆಲ್ಯ ಅವರಿಗೆ ಸನ್ಮಾನ: [29, 52, 367, 114]
article-a5-p1: ಉಬರಡ್ಕ ಮಿತ್ತೂರು ಕೃಷಿ ಪತ್ತಿನ ಸಹಕಾರ ಸಂಘದಲ್ಲಿ ಭಾರತ ಕೃಷಿ ಅಭಿವೃದ್ಧಿ ಯೋಜನೆಯಡಿ ರೈತರಿಗೆ ರಿಯಾಯಿತಿ ದರದಲ್ಲಿ ಅಡಿಕೆ ಕೊಯ್ಲಿನ ಎಳೆ ಹಾಗು ದೋಟಿ ವಿತರಣೆ ಮಾ.13ರಂದು ನಡೆಯಲಿದೆ. ಆಸಕ್ತ ರೈತರು ಸಂಘದ ಕಛೇರಿಯನ್ನು ಸಂಪರ್ಕಿಸಬಹುದು ಎಂದು ಪ್ರಕಟಣೆ ತಿಳಿಸಿದೆ.: [6, 2273, 389, 2314]
article-b4-p1: ಮಂಡೆಕೋಲು ಗ್ರಾಮ ಪಂಚಾಯತ್ ಗ್ರಂಥಾಲಯದಲ್ಲಿ ಕಳೆದ ಎರಡು ತಿಂಗಳಿಂದ ಗ್ರಾಮೀಣ ಮಕ್ಕಳಿಗೆ ನಡೆಸಿದ ಉಚಿತ ಸ್ಪೋಕನ್ ಇಂಗ್ಲಿಷ್ ಹಾಗೂ ಕಂಪ್ಯೂಟರ್ ತರಬೇತಿಯ ಸಮಾರೋಪ ಹಾಗೂ ಪ್ರತಿಭಾ ಅನಾವರಣ ಕಾರ್ಯಕ್ರಮ ನಡೆಯಿತು.: [396, 1750, 576, 1820]
notice-row-2: [1176, 297, 1516, 342]
article-a3-p1: ಕೇರಳ ಮತ್ತು ಕರ್ನಾಟಕದ ಶ್ರೇಷ್ಠ ಸಾಧನೆಯ ಮಹಿಳೆಯರ ಸಾಲಿನಲ್ಲಿ ನೃತ್ಯ ಕ್ಷೇತ್ರದ ಸಾಧನೆಗಾಗಿ ಈ ಪ್ರಶಸ್ತಿ ಲಭಿಸಿದ್ದು, ಮಾ. 8 ರಂದು ಬೆಂಗಳೂರಿನಲ್ಲಿ ನಡೆದ ಸಮಾರಂಭದಲ್ಲಿ (South India Women Achievers Awards 2026) ಪ್ರಶಸ್ತಿ ಪ್ರದಾನ ನಡೆಯಿತು. ರಾಜ್ಯ ಮಟ್ಟದ ಗೌರವಕ್ಕೆ ಪಾತ್ರರಾದ ಅವರ ಸಾಧನೆಗೆ ಭಾರತದಾದ್ಯಂತ ಮೆಚ್ಚುಗೆ ವ್ಯಕ್ತವಾಗಿದೆ.: [6, 1368, 193, 1466]
notice-intro: ಶ್ರೀ ಅಮ್ಮನ್ ಕ್ರೆಡಿಟ್ ಕೋ-ಆಪರೇಟಿವ್ ಸೊಸೈಟಿ ನಿ. ಕಲ್ಲುಗುಂಡಿ ಇದರ ಮುಂದಿನ 5 ವರ್ಷಗಳ ಅವಧಿಗೆ ಆಡಳಿತ ಮಂಡಳಿಯ 13 ನಿರ್ದೇಶಕ ಸ್ಥಾನಗಳಿಗೆ ಚುನಾವಣೆಯು ದಿನಾಂಕ 29.03.2026 ರಂದು ಸಂಘದ ಕಛೇರಿಯಲ್ಲಿ ಈ ಕೆಳಗೆ ಕಾಣಿಸಿದ ವೇಳಾಪಟ್ಟಿಯಂತೆ ನಡೆಯಲಿದೆ.: [1178, 195, 1514, 242]
article-b2-portrait-2: [787, 894, 946, 1030]
notice-row-3-value: 29.03.2026 ಪೂರ್ವಾಹ್ನ 9.00 ರಿಂದ ಅಪರಾಹ್ನ 4.00 ರ ತನಕ: [1368, 342, 1516, 387]
notice-sign-name: ಶೋಭಾ ಎನ್ .ಎಸ್.: [1369, 426, 1496, 448]
article-c5-left-text: ಸಾವಣೂರಿನ ಶಾಲಾ ಶಿಕ್ಷಣ ಇಲಾಖೆ ರಾಜ್ಯಮಟ್ಟದ ಜಂಪ್ ರೋಪ್ ಸ್ಪರ್ಧೆಯಲ್ಲಿ ಜಾಲ್ಸೂರು ಪಯಸ್ವಿನಿ ಪ್ರೌಢಶಾಲೆಯ 24 ವಿದ್ಯಾರ್ಥಿಗಳು ಭಾಗವಹಿಸಿ, 4 ಚಿನ್ನ, 4 ಬೆಳ್ಳಿ, 4 ಕಂಚಿನ ಪದಕಗಳನ್ನು ಪಡೆದು ರಾಷ್ಟ್ರಮಟ್ಟದ ಸ್ಪರ್ಧೆಗೆ ಆಯ್ಕೆಯಾಗಿದ್ದಾರೆ.: [956, 1748, 1126, 1818]
rule-a2: [6, 624, 389, 625]
article-a3-lead-wrap: [6, 1138, 389, 1364]
article-c4-side: [1385, 1238, 1527, 1436]
notice-contact-box: ಈ ಬಗ್ಗೆ ಹೆಚ್ಚಿನ ವಿವರಗಳಿಗೆ ಸಂಘದ ಕಛೇರಿ ಅಥವಾ ರಿಟರ್ನಿಂಗ್ ಅಧಿಕಾರಿಯವರನ್ನು ಸಂಪರ್ಕಿಸುವುದು: [1175, 426, 1339, 497]
article-c6-p1: "ರಾಜ್ಯದ ಕಾಲೇಜುಗಳು ಮತ್ತು ವಿಶ್ವವಿದ್ಯಾಲಯಗಳಲ್ಲಿ ವಿದ್ಯಾರ್ಥಿ ಸಂಘ ಚುನಾವಣೆಗಳನ್ನು ಪುನರಾರಂಭಿಸುವ ಕುರಿತು ಸರ್ಕಾರ ಕೈಗೊಂಡಿರುವ ನಿರ್ಧಾರ ಸ್ವಾಗತಾರ್ಹ. ವಿದ್ಯಾರ್ಥಿ ನಾಯಕತ್ವ ಬೆಳೆಸಲು ಇದು ಸಹಕಾರಿ. ಯುವ ನಾಯಕರು ಪ್ರಜಾಪ್ರಭುತ್ವದ ಮೌಲ್ಯಗಳನ್ನು ಕಲಿಯಲು ಇದರಿಂದ ಸಾಧ್ಯ" ಎಂದು ಎ.ಬಿ.ವಿ.ಪಿ ಜಿಲ್ಲಾ ಸಂಚಾಲಕ ಕೀರ್ತನ್ ಗೌಡ ಕೊಡಪಾಲ ಹೇಳಿದ್ದಾರೆ. ಪ್ರಕಟಣೆಯಲ್ಲಿ ತಿಳಿಸಿರುವ ಅವರು, ಬಹುಕಾಲದ ಬೇಡಿಕೆ ಈಡೇರಿದೆ ಎಂದು ಶ್ಲಾಘಿಸಿದ್ದಾರೆ.: [956, 2233, 1404, 2288]
rule-c6: [956, 2119, 1527, 2120]
article-b5-left-text: ಕೆ.ಪಿ.ಸಿ.ಸಿ ಸದಸ್ಯ, ಉದ್ಯಮಿ ಹೆಚ್.ಎಂ ನಂದಕುಮಾರ್ ಅವರು ಆರ್ಥಿಕವಾಗಿ ಹಿಂದುಳಿದ ಕುಟುಂಬವೊಂದರ ಮನೆ ನಿರ್ಮಾಣಕ್ಕೆ ಎರಡು ಲಕ್ಷ ರೂ. ಆರ್ಥಿಕ ನೆರವು ನೀಡಿದರು. ಮನೆ ಕುಸಿದು ತೊಂದರೆಗೀಡಾದ ಕುಟುಂಬಕ್ಕೆ ನೆರವಿನ ಚೆಕ್ ಹಸ್ತಾಂತರಿಸಿದರು.: [396, 2102, 636, 2157]
article-b5-p1: ಈ ಸಂದರ್ಭದಲ್ಲಿ ಸ್ಥಳೀಯ ಮುಖಂಡರು, ಗ್ರಾಮಸ್ಥರು ಉಪಸ್ಥಿತರಿದ್ದರು. ಸಮಾಜಮುಖಿ ಕಾರ್ಯಕ್ಕೆ ಎಲ್ಲೆಡೆಯಿಂದ ಮೆಚ್ಚುಗೆ ವ್ಯಕ್ತವಾಗಿದೆ. ಬಡ ಕುಟುಂಬಗಳ ನೆರವಿಗೆ ಸದಾ ಸಿದ್ಧ ಎಂದು ನಂದಕುಮಾರ್ ತಿಳಿಸಿದರು.: [396, 2163, 636, 2205]
article-c5-photo: [1314, 1748, 1527, 1952]
